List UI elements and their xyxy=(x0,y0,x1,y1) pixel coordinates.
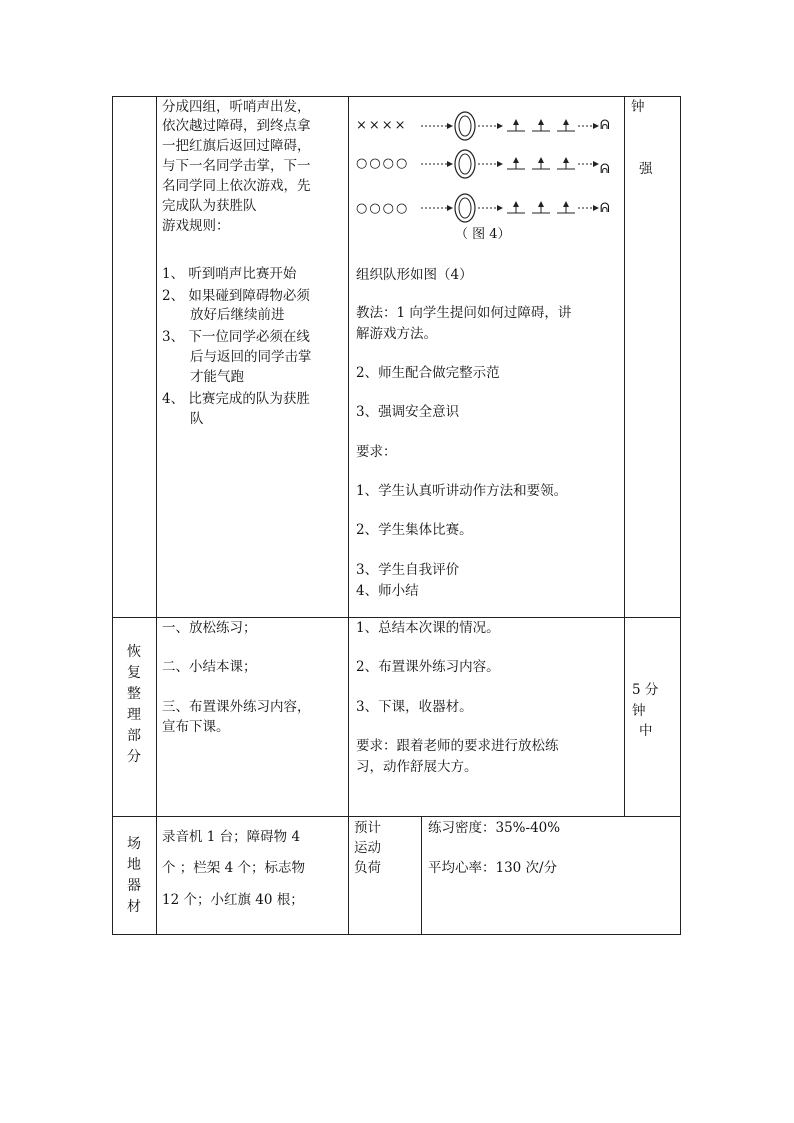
table-border-bottom xyxy=(112,934,681,935)
rule-item: 1、 听到哨声比赛开始 xyxy=(162,266,297,282)
content-line: 二、小结本课； xyxy=(162,659,257,675)
method-line: 组织队形如图（4） xyxy=(356,267,473,283)
practice-density: 练习密度：35%-40% xyxy=(428,820,561,836)
method-line: 4、师小结 xyxy=(356,583,419,599)
rule-item-cont: 放好后继续前进 xyxy=(190,307,285,323)
time-text: 钟 xyxy=(632,703,646,719)
method-line: 教法：1 向学生提问如何过障碍，讲 xyxy=(356,305,572,321)
content-line: 名同学同上依次游戏，先 xyxy=(162,178,311,194)
content-line: 与下一名同学击掌，下一 xyxy=(162,158,311,174)
diagram-caption: （ 图 4） xyxy=(455,227,511,242)
intensity-text: 强 xyxy=(639,161,653,177)
intensity-text: 中 xyxy=(639,723,653,739)
team-row-players: ○○○○ xyxy=(356,156,410,171)
load-label-line: 预计 xyxy=(354,820,381,836)
table-border-top xyxy=(112,96,681,97)
finish-flag-icon: ᕱ xyxy=(600,201,610,216)
method-line: 3、下课，收器材。 xyxy=(356,699,473,715)
row-divider-2 xyxy=(112,816,681,817)
equipment-line: 个 ；栏架 4 个；标志物 xyxy=(162,860,305,876)
method-line: 解游戏方法。 xyxy=(356,326,437,342)
method-line: 3、强调安全意识 xyxy=(356,404,460,420)
table-border-right xyxy=(680,96,681,934)
method-line: 2、学生集体比赛。 xyxy=(356,522,473,538)
method-line: 习，动作舒展大方。 xyxy=(356,759,478,775)
finish-flag-icon: ᕱ xyxy=(600,162,610,177)
rule-item-cont: 队 xyxy=(190,411,204,427)
content-line: 分成四组，听哨声出发， xyxy=(162,99,311,115)
finish-flag-icon: ᕱ xyxy=(600,118,610,133)
rule-item: 3、 下一位同学必须在线 xyxy=(162,329,310,345)
content-line: 一把红旗后返回过障碍， xyxy=(162,138,311,154)
content-line: 三、布置课外练习内容， xyxy=(162,699,311,715)
content-line: 依次越过障碍，到终点拿 xyxy=(162,118,311,134)
time-text: 5 分 xyxy=(632,682,659,698)
team-row-players: ×××× xyxy=(356,118,408,133)
col-divider-2 xyxy=(348,96,349,934)
content-line: 游戏规则： xyxy=(162,218,230,234)
load-label-line: 运动 xyxy=(354,840,381,856)
time-text: 钟 xyxy=(631,99,645,115)
content-line: 完成队为获胜队 xyxy=(162,198,257,214)
rule-item: 2、 如果碰到障碍物必须 xyxy=(162,288,310,304)
method-line: 3、学生自我评价 xyxy=(356,562,460,578)
method-line: 2、布置课外练习内容。 xyxy=(356,659,500,675)
content-line: 宣布下课。 xyxy=(162,719,230,735)
rule-item: 4、 比赛完成的队为获胜 xyxy=(162,391,310,407)
col-divider-load xyxy=(421,816,422,934)
rule-item-cont: 后与返回的同学击掌 xyxy=(190,349,312,365)
col-divider-3 xyxy=(624,96,625,816)
load-label-line: 负荷 xyxy=(354,860,381,876)
section2-label: 恢复整理部分 xyxy=(127,644,141,765)
row-divider-1 xyxy=(112,617,681,618)
method-line: 要求： xyxy=(356,444,397,460)
obstacle-icon xyxy=(455,150,475,178)
equipment-line: 12 个；小红旗 40 根； xyxy=(162,892,304,908)
rule-item-cont: 才能气跑 xyxy=(190,369,244,385)
obstacle-icon xyxy=(455,112,475,140)
method-line: 要求：跟着老师的要求进行放松练 xyxy=(356,738,559,754)
section3-label: 场地器材 xyxy=(127,836,141,915)
method-line: 2、师生配合做完整示范 xyxy=(356,365,500,381)
method-line: 1、总结本次课的情况。 xyxy=(356,620,500,636)
col-divider-1 xyxy=(156,96,157,934)
average-heart-rate: 平均心率：130 次/分 xyxy=(428,860,558,876)
method-line: 1、学生认真听讲动作方法和要领。 xyxy=(356,483,568,499)
equipment-line: 录音机 1 台；障碍物 4 xyxy=(162,829,301,845)
content-line: 一、放松练习； xyxy=(162,620,257,636)
col-divider-left xyxy=(112,96,113,934)
team-row-players: ○○○○ xyxy=(356,201,410,216)
obstacle-icon xyxy=(455,194,475,222)
